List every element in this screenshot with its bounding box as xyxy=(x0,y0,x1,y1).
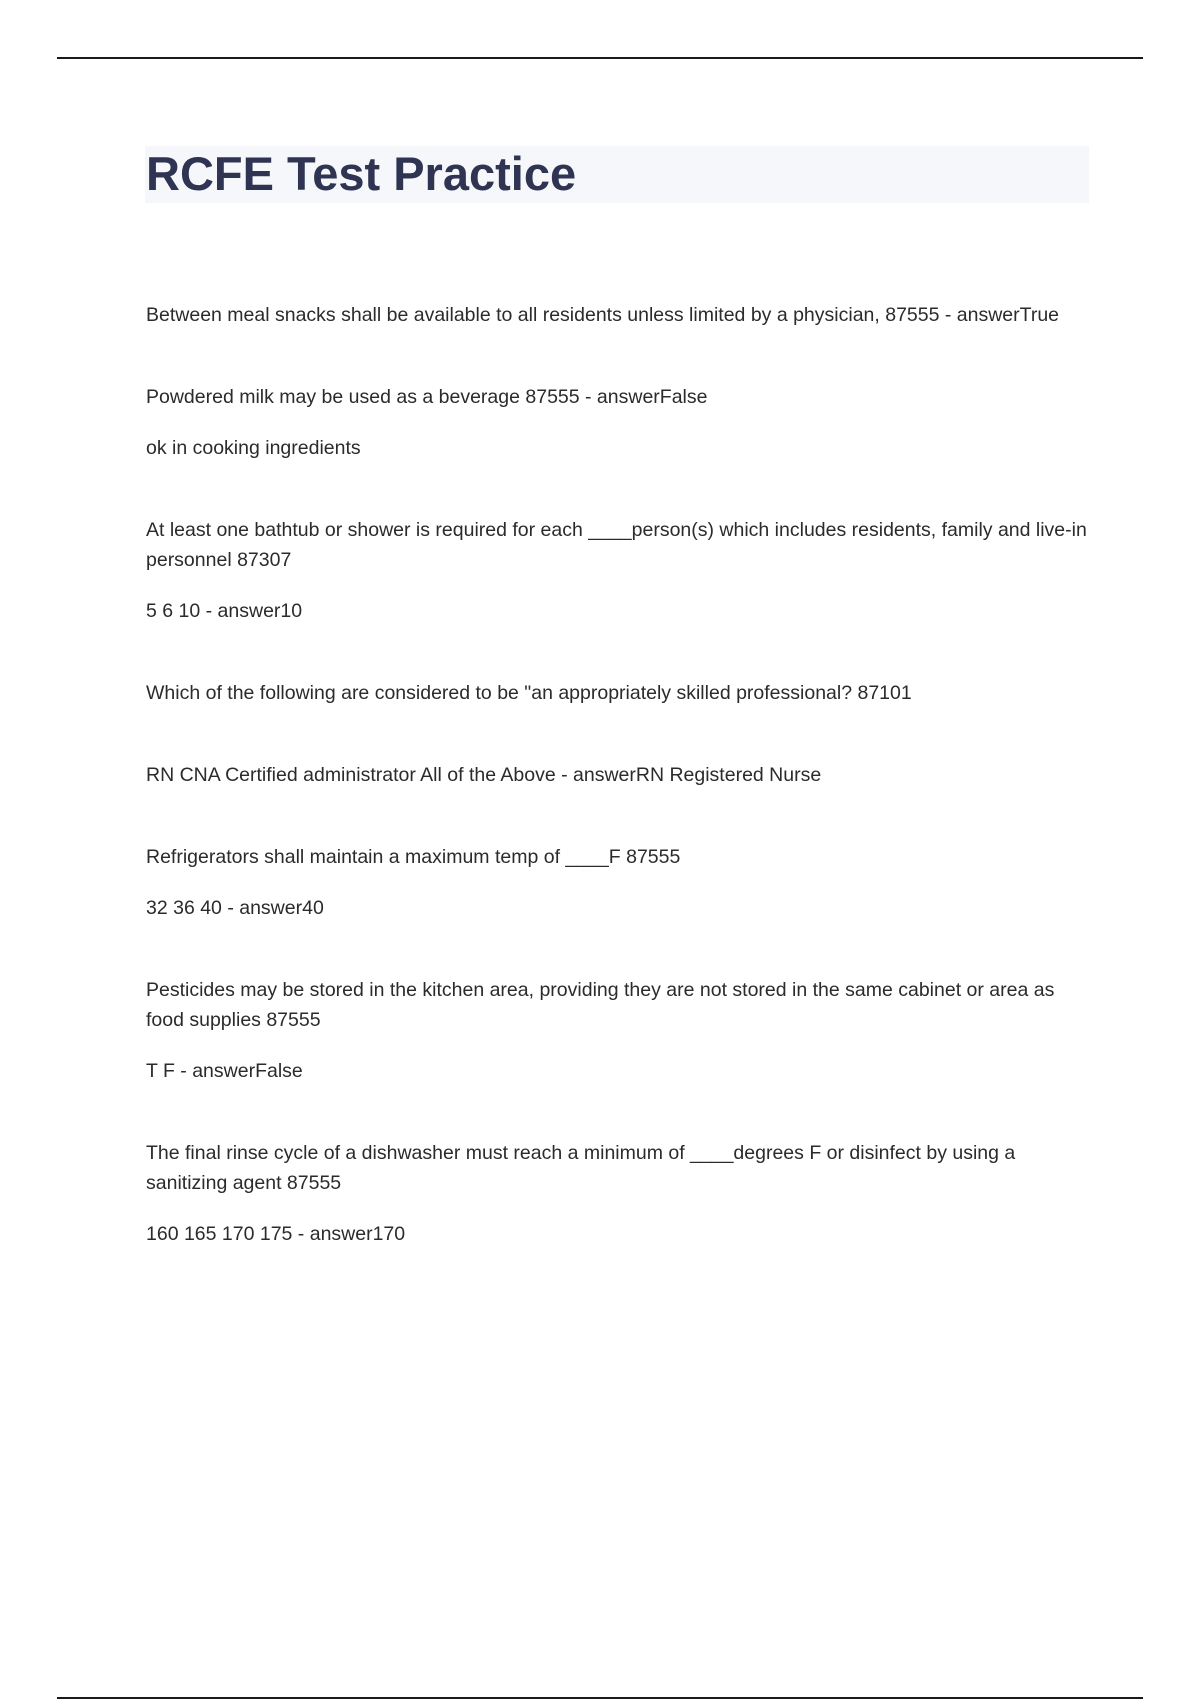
question-text: Between meal snacks shall be available to all residents unless limited by a physician, 87555 - answerTrue xyxy=(146,304,1060,326)
qa-item-3 xyxy=(146,515,1096,626)
question-text: Pesticides may be stored in the kitchen area, providing they are not stored in the same cabinet or area as food supplies 87555 xyxy=(146,979,1055,1031)
bottom-rule xyxy=(57,1697,1143,1699)
question-text: Refrigerators shall maintain a maximum temp of ____F 87555 xyxy=(146,846,681,868)
answer-text: T F - answerFalse xyxy=(146,1060,303,1082)
qa-item-5 xyxy=(146,760,1096,790)
answer-text: 32 36 40 - answer40 xyxy=(146,897,324,919)
qa-item-8 xyxy=(146,1138,1096,1249)
qa-item-4 xyxy=(146,678,1096,708)
top-rule xyxy=(57,57,1143,59)
question-text: Powdered milk may be used as a beverage 87555 - answerFalse xyxy=(146,386,708,408)
question-text: RN CNA Certified administrator All of the Above - answerRN Registered Nurse xyxy=(146,764,822,786)
question-list xyxy=(146,300,1096,1249)
answer-text: 160 165 170 175 - answer170 xyxy=(146,1223,406,1245)
answer-text: ok in cooking ingredients xyxy=(146,437,361,459)
question-text: At least one bathtub or shower is required for each ____person(s) which includes residents, family and live-in personnel 87307 xyxy=(146,519,1087,571)
question-text: Which of the following are considered to be "an appropriately skilled professional? 87101 xyxy=(146,682,912,704)
question-text: The final rinse cycle of a dishwasher must reach a minimum of ____degrees F or disinfect by using a sanitizing agent 87555 xyxy=(146,1142,1016,1194)
page-title: RCFE Test Practice xyxy=(146,147,577,200)
answer-text: 5 6 10 - answer10 xyxy=(146,600,303,622)
qa-item-6 xyxy=(146,842,1096,923)
qa-item-2 xyxy=(146,382,1096,463)
qa-item-1 xyxy=(146,300,1096,330)
qa-item-7 xyxy=(146,975,1096,1086)
